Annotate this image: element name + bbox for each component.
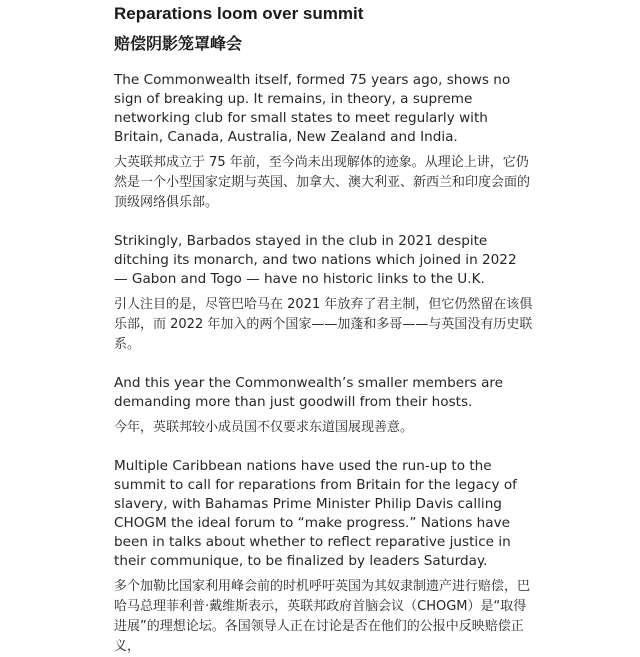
paragraph-chinese: 今年，英联邦较小成员国不仅要求东道国展现善意。 (114, 420, 414, 435)
paragraph-english: And this year the Commonwealth’s smaller members are demanding more than just goodwill from their hosts. (114, 375, 504, 410)
paragraph-english: Multiple Caribbean nations have used the run-up to the summit to call for reparations from Britain for the legacy of slavery, with Bahamas Prime Minister Philip Davis calling CHOGM the ideal forum to “make progress.” Nations have been in talks about whether to reflect reparative justice in their communique, to be finalized by leaders Saturday. (114, 458, 517, 569)
paragraph-english: Strikingly, Barbados stayed in the club in 2021 despite ditching its monarch, and two nations which joined in 2022 — Gabon and Togo — have no historic links to the U.K. (114, 233, 517, 287)
paragraph-3 (114, 374, 534, 438)
paragraph-chinese: 引人注目的是，尽管巴哈马在 2021 年放弃了君主制，但它仍然留在该俱乐部，而 2022 年加入的两个国家——加蓬和多哥——与英国没有历史联系。 (114, 297, 533, 352)
paragraph-english: The Commonwealth itself, formed 75 years ago, shows no sign of breaking up. It remains, in theory, a supreme networking club for small states to meet regularly with Britain, Canada, Australia, New Zealand and India. (114, 72, 511, 145)
article (114, 0, 534, 657)
paragraph-chinese: 多个加勒比国家利用峰会前的时机呼吁英国为其奴隶制遗产进行赔偿，巴哈马总理菲利普·戴维斯表示，英联邦政府首脑会议（CHOGM）是“取得进展”的理想论坛。各国领导人正在讨论是否在他们的公报中反映赔偿正义， (114, 579, 531, 654)
paragraph-chinese: 大英联邦成立于 75 年前，至今尚未出现解体的迹象。从理论上讲，它仍然是一个小型国家定期与英国、加拿大、澳大利亚、新西兰和印度会面的顶级网络俱乐部。 (114, 155, 531, 210)
section-heading-chinese: 赔偿阴影笼罩峰会 (114, 34, 243, 53)
paragraph-1 (114, 71, 534, 213)
section-heading-english: Reparations loom over summit (114, 4, 364, 23)
paragraph-2 (114, 232, 534, 355)
paragraph-4 (114, 457, 534, 657)
